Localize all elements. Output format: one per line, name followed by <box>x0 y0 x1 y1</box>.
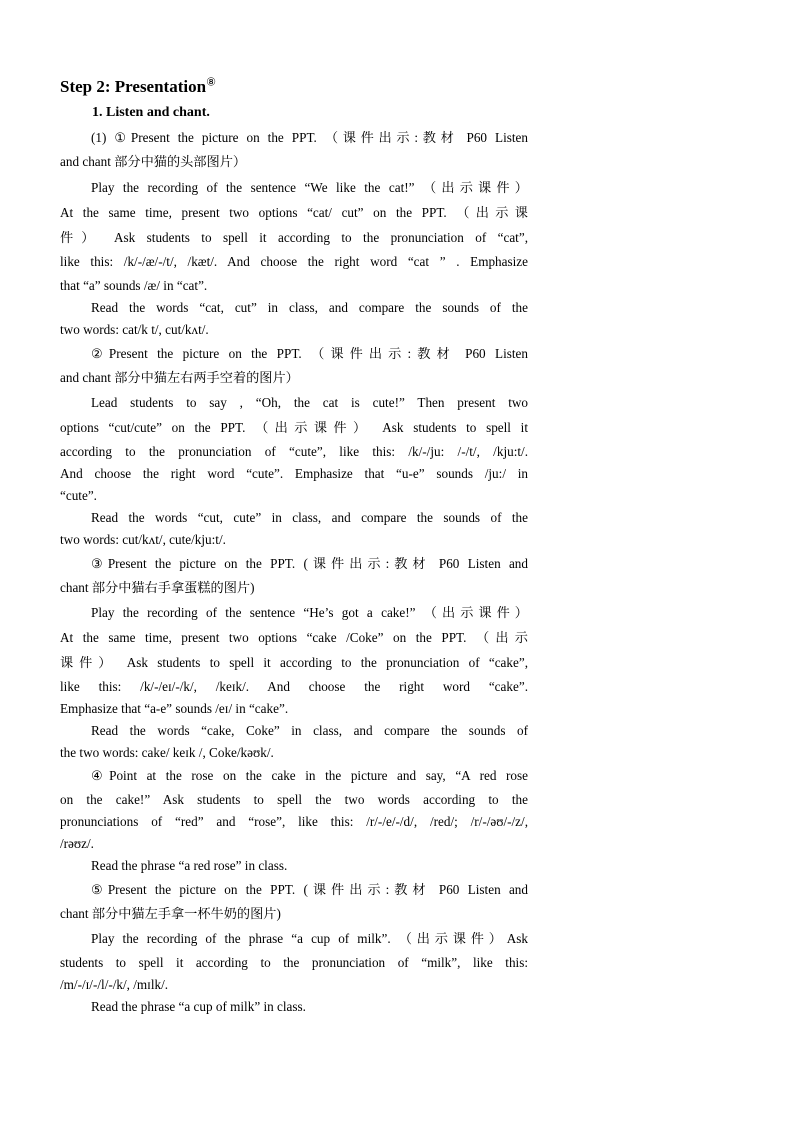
paragraph-line: Read the words “cat, cut” in class, and compare the sounds of the <box>91 300 528 315</box>
paragraph-line: ⑤Present the picture on the PPT. (课件出示:教材 P60 Listen and <box>91 882 528 897</box>
paragraph-line: Lead students to say , “Oh, the cat is cute!” Then present two <box>91 395 528 410</box>
paragraph-line: “cute”. <box>60 488 97 503</box>
paragraph-line: Play the recording of the sentence “We like the cat!” （出示课件） <box>91 180 528 195</box>
paragraph-line: ②Present the picture on the PPT. （课件出示:教材 P60 Listen <box>91 346 528 361</box>
step-heading <box>60 77 216 97</box>
paragraph-line: /m/-/ɪ/-/l/-/k/, /mɪlk/. <box>60 977 169 992</box>
paragraph-line: pronunciations of “red” and “rose”, like this: /r/-/e/-/d/, /red/; /r/-/əʊ/-/z/, <box>60 814 528 829</box>
paragraph-line: ④Point at the rose on the cake in the picture and say, “A red rose <box>91 768 528 783</box>
paragraph-line: the two words: cake/ keɪk /, Coke/kəʊk/. <box>60 745 274 760</box>
paragraph-line: ③Present the picture on the PPT. (课件出示:教材 P60 Listen and <box>91 556 528 571</box>
paragraph-line: Emphasize that “a-e” sounds /eɪ/ in “cake”. <box>60 701 289 716</box>
paragraph-line: Read the phrase “a cup of milk” in class. <box>91 999 306 1014</box>
paragraph-line: /rəʊz/. <box>60 836 94 851</box>
paragraph-line: Read the phrase “a red rose” in class. <box>91 858 288 873</box>
section-subheading: 1. Listen and chant. <box>92 105 210 120</box>
paragraph-line: options “cut/cute” on the PPT. （出示课件） Ask students to spell it <box>60 420 528 435</box>
paragraph-line: students to spell it according to the pronunciation of “milk”, like this: <box>60 955 528 970</box>
paragraph-line: Read the words “cut, cute” in class, and compare the sounds of the <box>91 510 528 525</box>
paragraph-line: according to the pronunciation of “cute”, like this: /k/-/ju: /-/t/, /kju:t/. <box>60 444 528 459</box>
paragraph-line: and chant 部分中猫左右两手空着的图片） <box>60 370 299 385</box>
paragraph-line: chant 部分中猫右手拿蛋糕的图片) <box>60 580 255 595</box>
paragraph-line: and chant 部分中猫的头部图片） <box>60 154 247 169</box>
paragraph-line: chant 部分中猫左手拿一杯牛奶的图片) <box>60 906 281 921</box>
paragraph-line: Play the recording of the phrase “a cup of milk”. （出示课件）Ask <box>91 931 528 946</box>
paragraph-line: 课件） Ask students to spell it according to the pronunciation of “cake”, <box>60 655 528 670</box>
paragraph-line: Read the words “cake, Coke” in class, and compare the sounds of <box>91 723 528 738</box>
paragraph-line: At the same time, present two options “cat/ cut” on the PPT. （出示课 <box>60 205 528 220</box>
footnote-marker: ⑧ <box>206 76 216 89</box>
paragraph-line: two words: cat/k t/, cut/kʌt/. <box>60 322 209 337</box>
paragraph-line: two words: cut/kʌt/, cute/kju:t/. <box>60 532 226 547</box>
paragraph-line: that “a” sounds /æ/ in “cat”. <box>60 278 208 293</box>
paragraph-line: like this: /k/-/æ/-/t/, /kæt/. And choose the right word “cat ” . Emphasize <box>60 254 528 269</box>
paragraph-line: like this: /k/-/eɪ/-/k/, /keɪk/. And choose the right word “cake”. <box>60 679 528 694</box>
paragraph-line: (1) ①Present the picture on the PPT. （课件出示:教材 P60 Listen <box>91 130 528 145</box>
paragraph-line: 件） Ask students to spell it according to the pronunciation of “cat”, <box>60 230 528 245</box>
paragraph-line: And choose the right word “cute”. Emphasize that “u-e” sounds /ju:/ in <box>60 466 528 481</box>
paragraph-line: on the cake!” Ask students to spell the two words according to the <box>60 792 528 807</box>
paragraph-line: At the same time, present two options “cake /Coke” on the PPT. （出示 <box>60 630 528 645</box>
step-title: Step 2: Presentation <box>60 77 207 96</box>
paragraph-line: Play the recording of the sentence “He’s got a cake!” （出示课件） <box>91 605 528 620</box>
